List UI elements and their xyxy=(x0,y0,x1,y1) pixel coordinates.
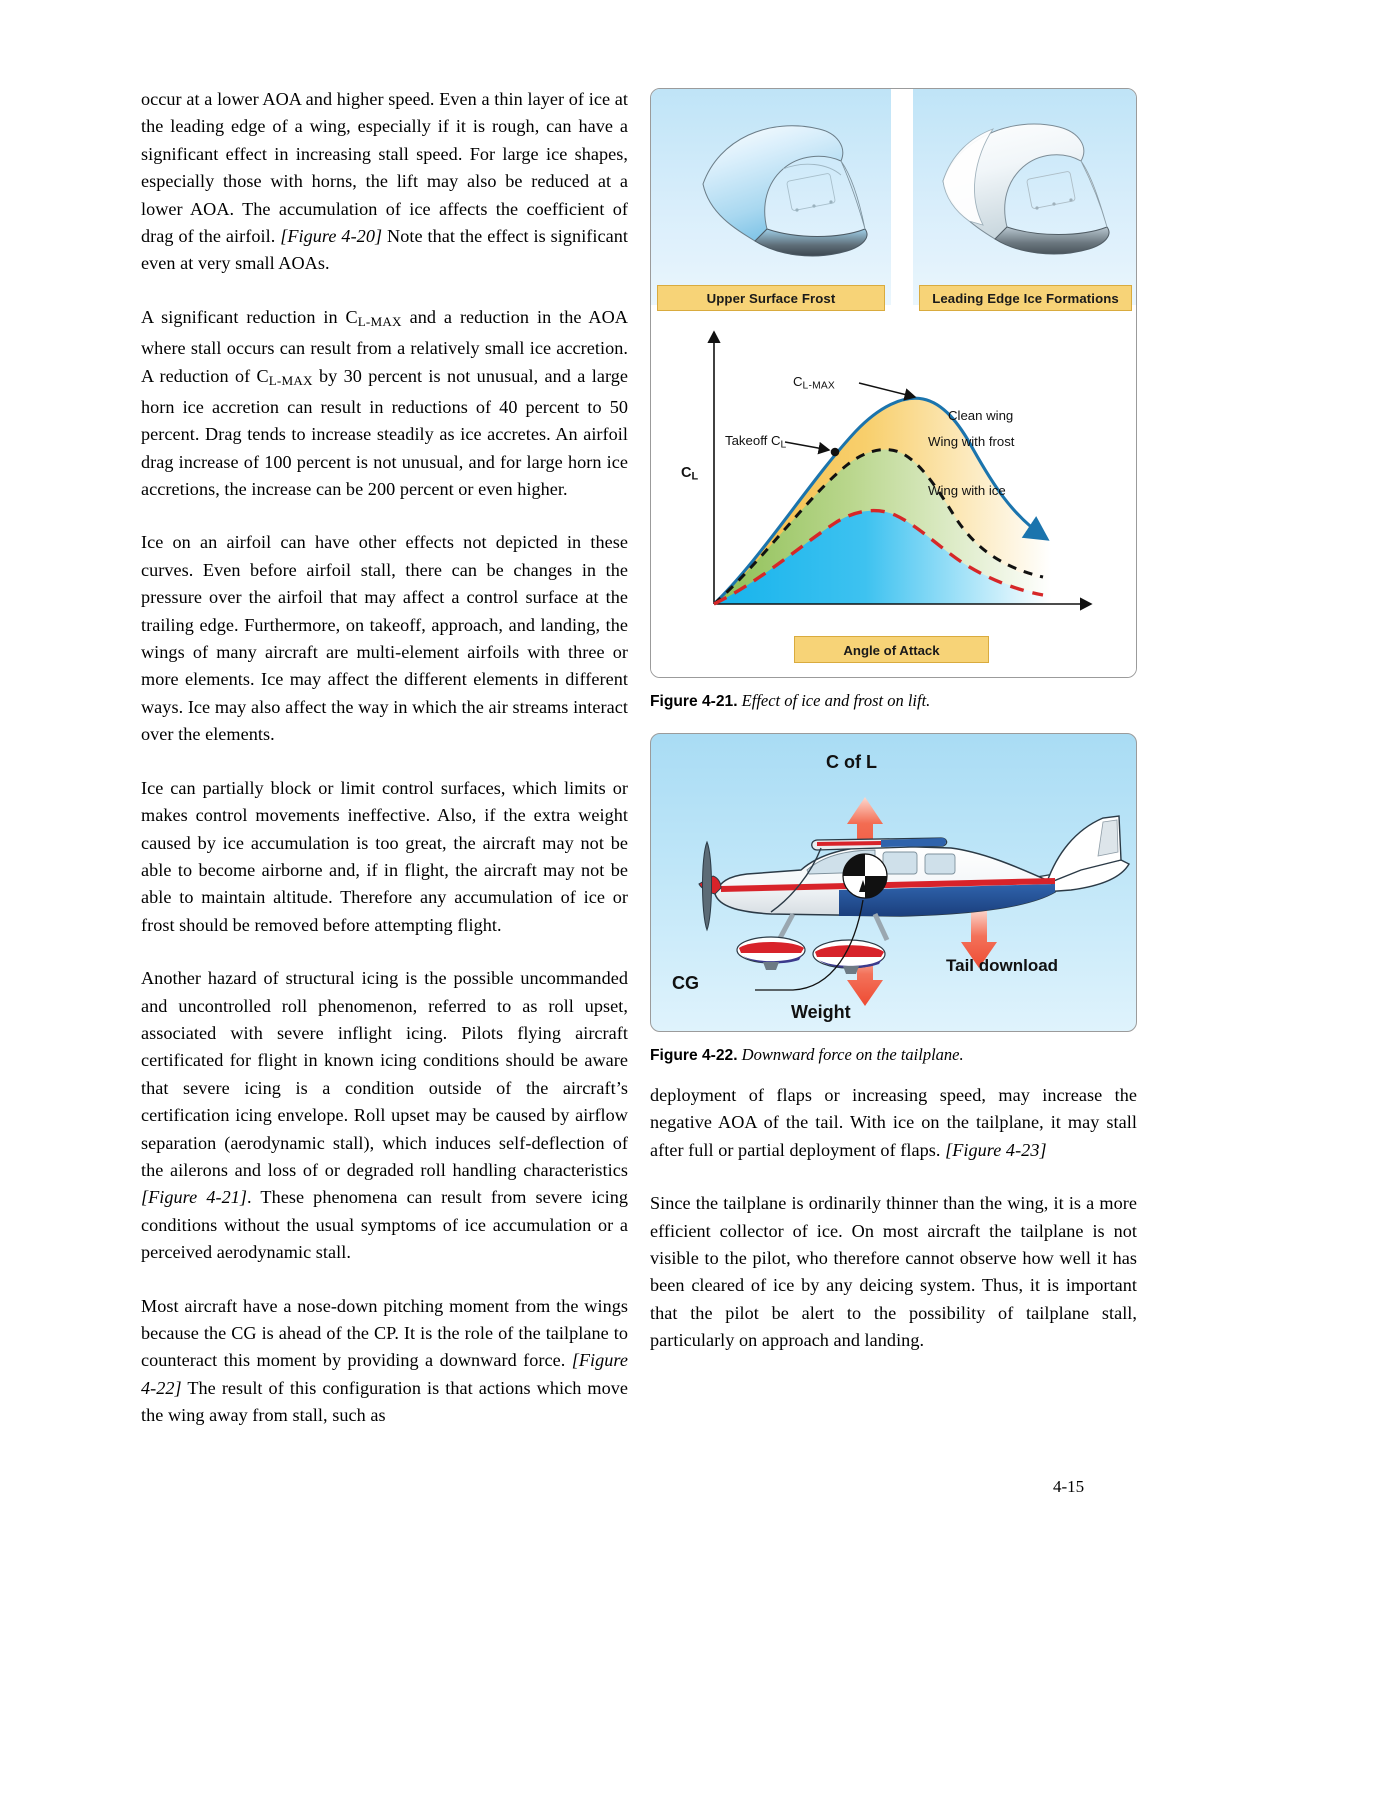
paragraph: A significant reduction in $C_{L-MAX}$ and a reduction in the AOA where stall occurs can result from a relatively small ice accretion. A reduction of $C_{L-MAX}$ by 30 percent is not unusual, and a large horn ice accretion can result in reductions of 40 percent to 50 percent. Drag tends to increase steadily as ice accretes. An airfoil drag increase of 100 percent is not unusual, and for large horn ice accretions, the increase can be 200 percent or even higher. xyxy=(141,306,628,500)
figure-4-21-caption-label: Figure 4-21. xyxy=(650,693,738,710)
figure-4-22-caption-label: Figure 4-22. xyxy=(650,1047,738,1064)
paragraph: Ice on an airfoil can have other effects not depicted in these curves. Even before airfoil stall, there can be changes in the pressure over the airfoil that may affect a control surface at the trailing edge. Furthermore, on takeoff, approach, and landing, the wings of many aircraft are multi-element airfoils with three or more elements. Ice may affect the different elements in different ways. Ice may also affect the way in which the air streams interact over the elements. xyxy=(141,532,628,745)
paragraph: Most aircraft have a nose-down pitching moment from the wings because the CG is ahead of the CP. It is the role of the tailplane to counteract this moment by providing a downward force. [Figure 4-22] The result of this configuration is that actions which move the wing away from stall, such as xyxy=(141,1295,628,1426)
upper-surface-frost-label: Upper Surface Frost xyxy=(657,285,885,311)
label-tail-download: Tail download xyxy=(946,956,1059,975)
upper-surface-frost-image xyxy=(651,89,891,305)
paragraph: deployment of flaps or increasing speed, may increase the negative AOA of the tail. With ice on the tailplane, it may stall after full or partial deployment of flaps. [Figure 4-23] xyxy=(650,1085,1137,1160)
figure-4-22-caption xyxy=(650,1045,1137,1066)
iced-wing-illustration xyxy=(913,89,1137,289)
figure-4-22 xyxy=(650,733,1137,1032)
paragraph: Ice can partially block or limit control surfaces, which limits or makes control movements ineffective. Also, if the extra weight caused by ice accumulation is too great, the aircraft may not be able to become airborne and, if in flight, the aircraft may not be able to maintain altitude. Therefore any accumulation of ice or frost should be removed before attempting flight. xyxy=(141,777,628,935)
label-cg: CG xyxy=(672,973,699,993)
label-weight: Weight xyxy=(791,1002,851,1022)
figure-4-21-caption xyxy=(650,691,1137,712)
leading-edge-ice-label: Leading Edge Ice Formations xyxy=(919,285,1132,311)
x-axis-label: Angle of Attack xyxy=(794,636,989,663)
tailplane-force-diagram xyxy=(651,734,1137,1032)
takeoff-leader xyxy=(785,442,829,450)
legend-clean-wing: Clean wing xyxy=(948,408,1014,423)
paragraph: Another hazard of structural icing is the possible uncommanded and uncontrolled roll phenomenon, referred to as roll upset, associated with severe inflight icing. Pilots flying aircraft certificated for flight in known icing conditions should be aware that severe icing is a condition outside of the aircraft’s certification icing envelope. Roll upset may be caused by airflow separation (aerodynamic stall), which induces self-deflection of the ailerons and loss of or degraded roll handling characteristics [Figure 4-21]. These phenomena can result from severe icing conditions without the usual symptoms of ice accumulation or a perceived aerodynamic stall. xyxy=(141,968,629,1263)
legend-wing-with-ice: Wing with ice xyxy=(928,483,1006,498)
frosted-wing-illustration xyxy=(651,89,891,289)
takeoff-point xyxy=(831,448,840,457)
chart-svg xyxy=(651,319,1137,678)
paragraph: Since the tailplane is ordinarily thinner than the wing, it is a more efficient collector of ice. On most aircraft the tailplane is not visible to the pilot, who therefore cannot observe how well it has been cleared of ice by any deicing system. Thus, it is important that the pilot be alert to the possibility of tailplane stall, particularly on approach and landing. xyxy=(650,1193,1137,1351)
figure-4-21 xyxy=(650,88,1137,678)
left-text-column xyxy=(141,86,628,1430)
paragraph: occur at a lower AOA and higher speed. Even a thin layer of ice at the leading edge of a wing, especially if it is rough, can have a significant effect in increasing stall speed. For large ice shapes, especially those with horns, the lift may also be reduced at a lower AOA. The accumulation of ice affects the coefficient of drag of the airfoil. [Figure 4-20] Note that the effect is significant even at very small AOAs. xyxy=(141,89,628,274)
figure-4-21-caption-text: Effect of ice and frost on lift. xyxy=(741,691,931,710)
leading-edge-ice-image xyxy=(913,89,1137,305)
aircraft-illustration xyxy=(699,816,1129,974)
figure-4-22-caption-text: Downward force on the tailplane. xyxy=(741,1045,964,1064)
annotation-cl-max: $C_{L-MAX}$ xyxy=(793,374,835,392)
clmax-leader xyxy=(859,383,915,397)
y-axis-label: $C_L$ xyxy=(681,465,699,483)
label-center-of-lift: C of L xyxy=(826,752,877,772)
right-text-column xyxy=(650,1082,1137,1355)
lift-curve-chart xyxy=(651,319,1137,678)
annotation-takeoff-cl: Takeoff $C_L$ xyxy=(725,433,787,451)
legend-wing-with-frost: Wing with frost xyxy=(928,434,1015,449)
page-number: 4-15 xyxy=(1053,1477,1085,1496)
